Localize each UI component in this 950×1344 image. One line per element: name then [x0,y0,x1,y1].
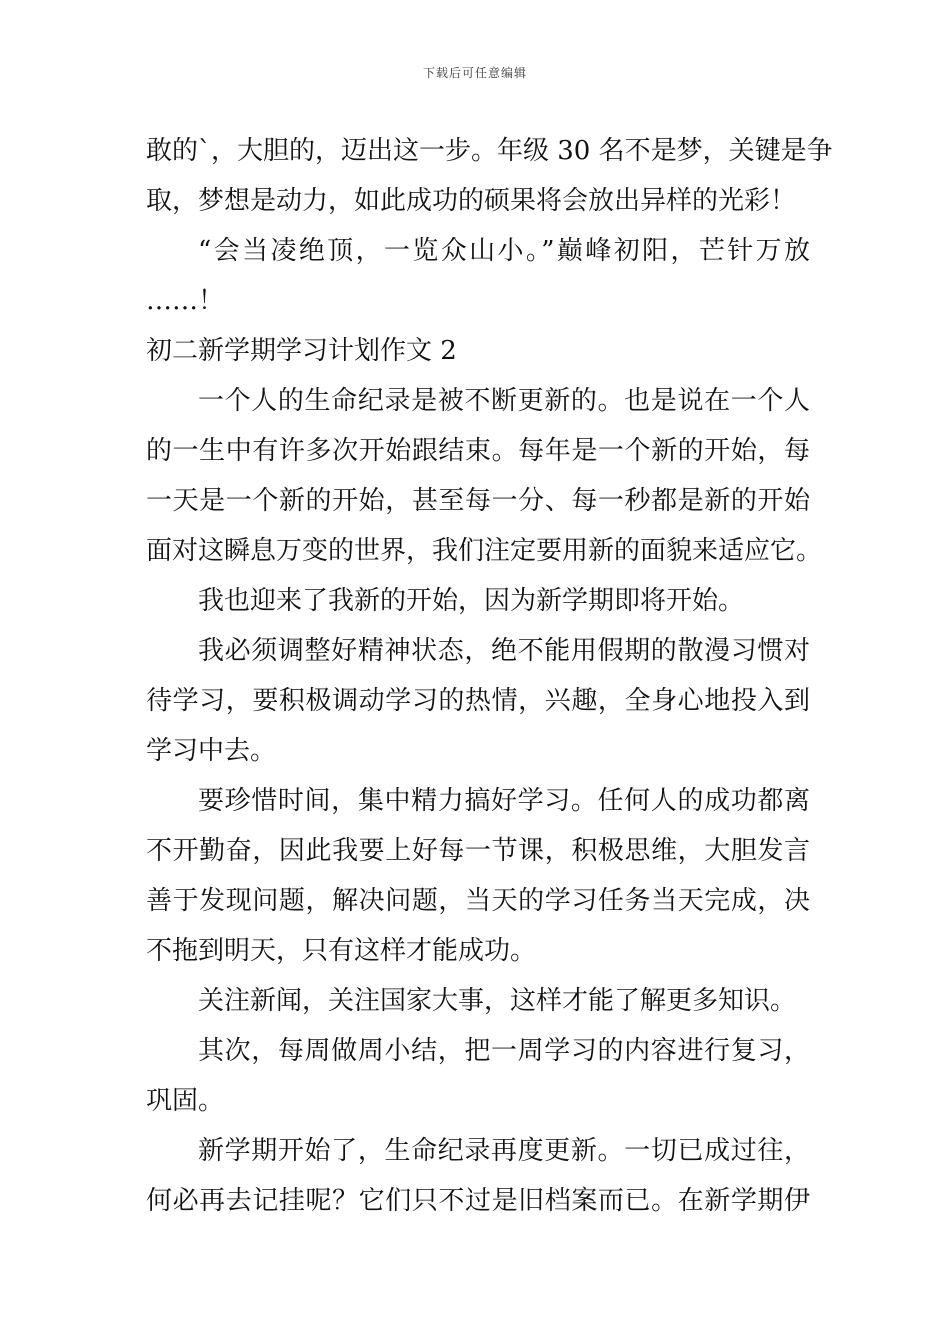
text-line: 新学期开始了，生命纪录再度更新。一切已成过往， [198,1136,810,1166]
text-line: 学习中去。 [146,736,277,766]
text-line: 面对这瞬息万变的世界，我们注定要用新的面貌来适应它。 [146,536,823,566]
text-line: 不开勤奋，因此我要上好每一节课，积极思维，大胆发言 [146,836,810,866]
text-line: 一天是一个新的开始，甚至每一分、每一秒都是新的开始 [146,486,810,516]
text-line: 何必再去记挂呢？它们只不过是旧档案而已。在新学期伊 [146,1186,810,1216]
text-line: 我必须调整好精神状态，绝不能用假期的散漫习惯对 [198,636,810,666]
text-line: 关注新闻，关注国家大事，这样才能了解更多知识。 [198,986,797,1016]
text-line: 待学习，要积极调动学习的热情，兴趣，全身心地投入到 [146,686,810,716]
text-line: 一个人的生命纪录是被不断更新的。也是说在一个人 [198,386,810,416]
text-line: ……！ [146,286,225,316]
text-line: 其次，每周做周小结，把一周学习的内容进行复习， [198,1036,810,1066]
header-note: 下载后可任意编辑 [422,66,527,80]
text-line: 要珍惜时间，集中精力搞好学习。任何人的成功都离 [198,786,810,816]
text-line: 的一生中有许多次开始跟结束。每年是一个新的开始，每 [146,436,810,466]
text-line: 巩固。 [146,1086,225,1116]
text-line: 我也迎来了我新的开始，因为新学期即将开始。 [198,586,745,616]
text-line: 敢的`，大胆的，迈出这一步。年级 30 名不是梦，关键是争 [146,136,833,166]
text-line: “会当凌绝顶，一览众山小。”巅峰初阳，芒针万放 [198,236,810,266]
section-heading: 初二新学期学习计划作文 2 [146,336,457,366]
text-line: 善于发现问题，解决问题，当天的学习任务当天完成，决 [146,886,810,916]
text-line: 不拖到明天，只有这样才能成功。 [146,936,537,966]
text-line: 取，梦想是动力，如此成功的硕果将会放出异样的光彩！ [146,186,797,216]
document-body [146,126,833,1226]
